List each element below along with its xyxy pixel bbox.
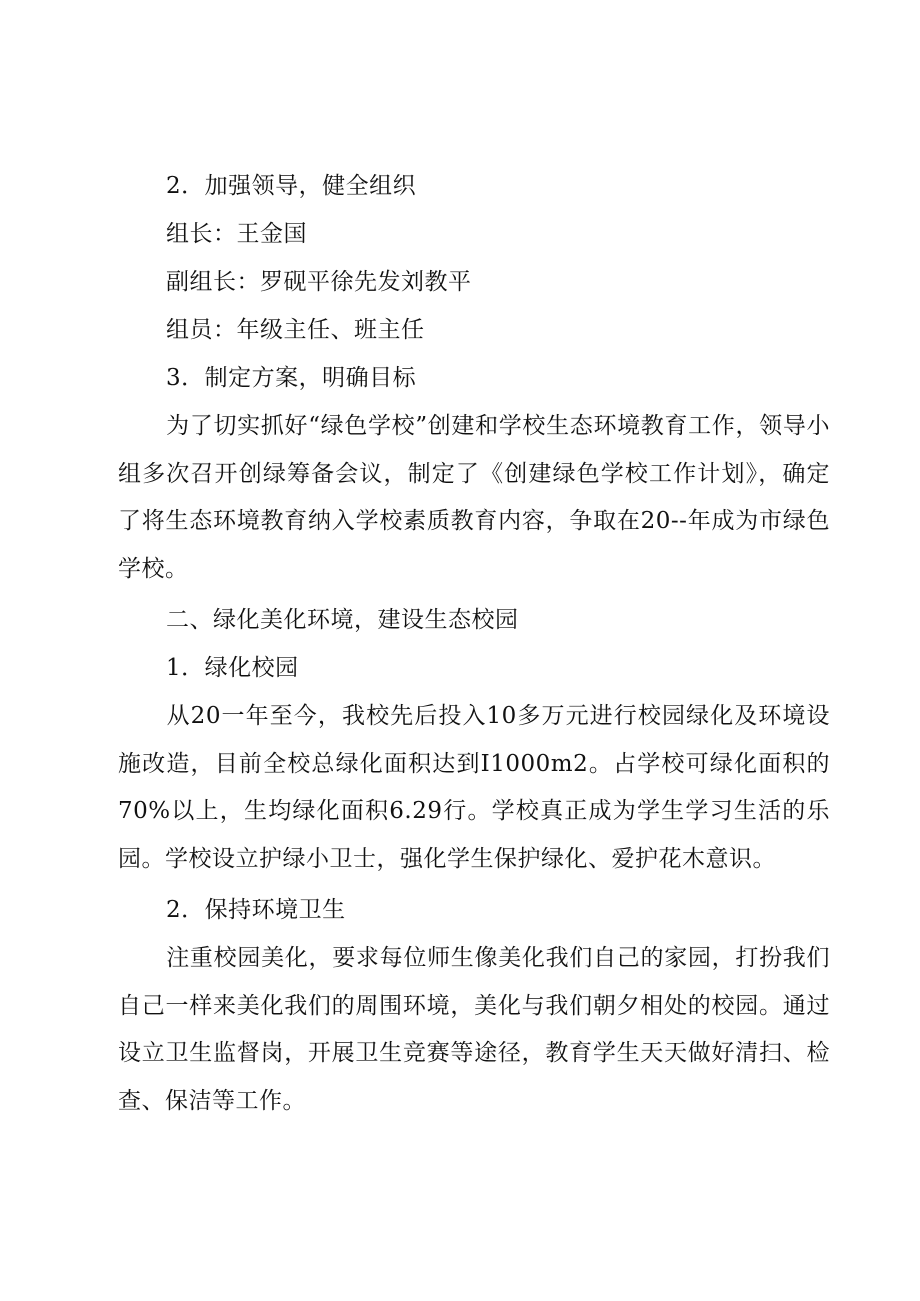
paragraph-campus-greening [118, 693, 830, 883]
paragraph-campus-greening-text: 从20一年至今，我校先后投入10多万元进行校园绿化及环境设施改造，目前全校总绿化面积达到I1000m2。占学校可绿化面积的70%以上，生均绿化面积6.29行。学校真正成为学生学习生活的乐园。学校设立护绿小卫士，强化学生保护绿化、爱护花木意识。 [118, 703, 830, 872]
deputy-leaders-line: 副组长：罗砚平徐先发刘教平 [166, 269, 472, 295]
paragraph-campus-hygiene [118, 935, 830, 1125]
group-members-line: 组员：年级主任、班主任 [166, 317, 425, 343]
heading-make-plan: 3．制定方案，明确目标 [166, 365, 417, 391]
paragraph-green-school-plan [118, 403, 830, 593]
group-leader-line: 组长：王金国 [166, 221, 307, 247]
paragraph-green-school-plan-text: 为了切实抓好“绿色学校”创建和学校生态环境教育工作，领导小组多次召开创绿筹备会议，制定了《创建绿色学校工作计划》，确定了将生态环境教育纳入学校素质教育内容，争取在20--年成为市绿色学校。 [118, 413, 830, 582]
section-heading-greening: 二、绿化美化环境，建设生态校园 [166, 607, 519, 633]
paragraph-campus-hygiene-text: 注重校园美化，要求每位师生像美化我们自己的家园，打扮我们自己一样来美化我们的周围环境，美化与我们朝夕相处的校园。通过设立卫生监督岗，开展卫生竞赛等途径，教育学生天天做好清扫、检查、保洁等工作。 [118, 945, 830, 1114]
heading-keep-hygiene: 2．保持环境卫生 [166, 897, 346, 923]
heading-strengthen-leadership: 2．加强领导，健全组织 [166, 173, 417, 199]
heading-green-campus: 1．绿化校园 [166, 655, 299, 681]
